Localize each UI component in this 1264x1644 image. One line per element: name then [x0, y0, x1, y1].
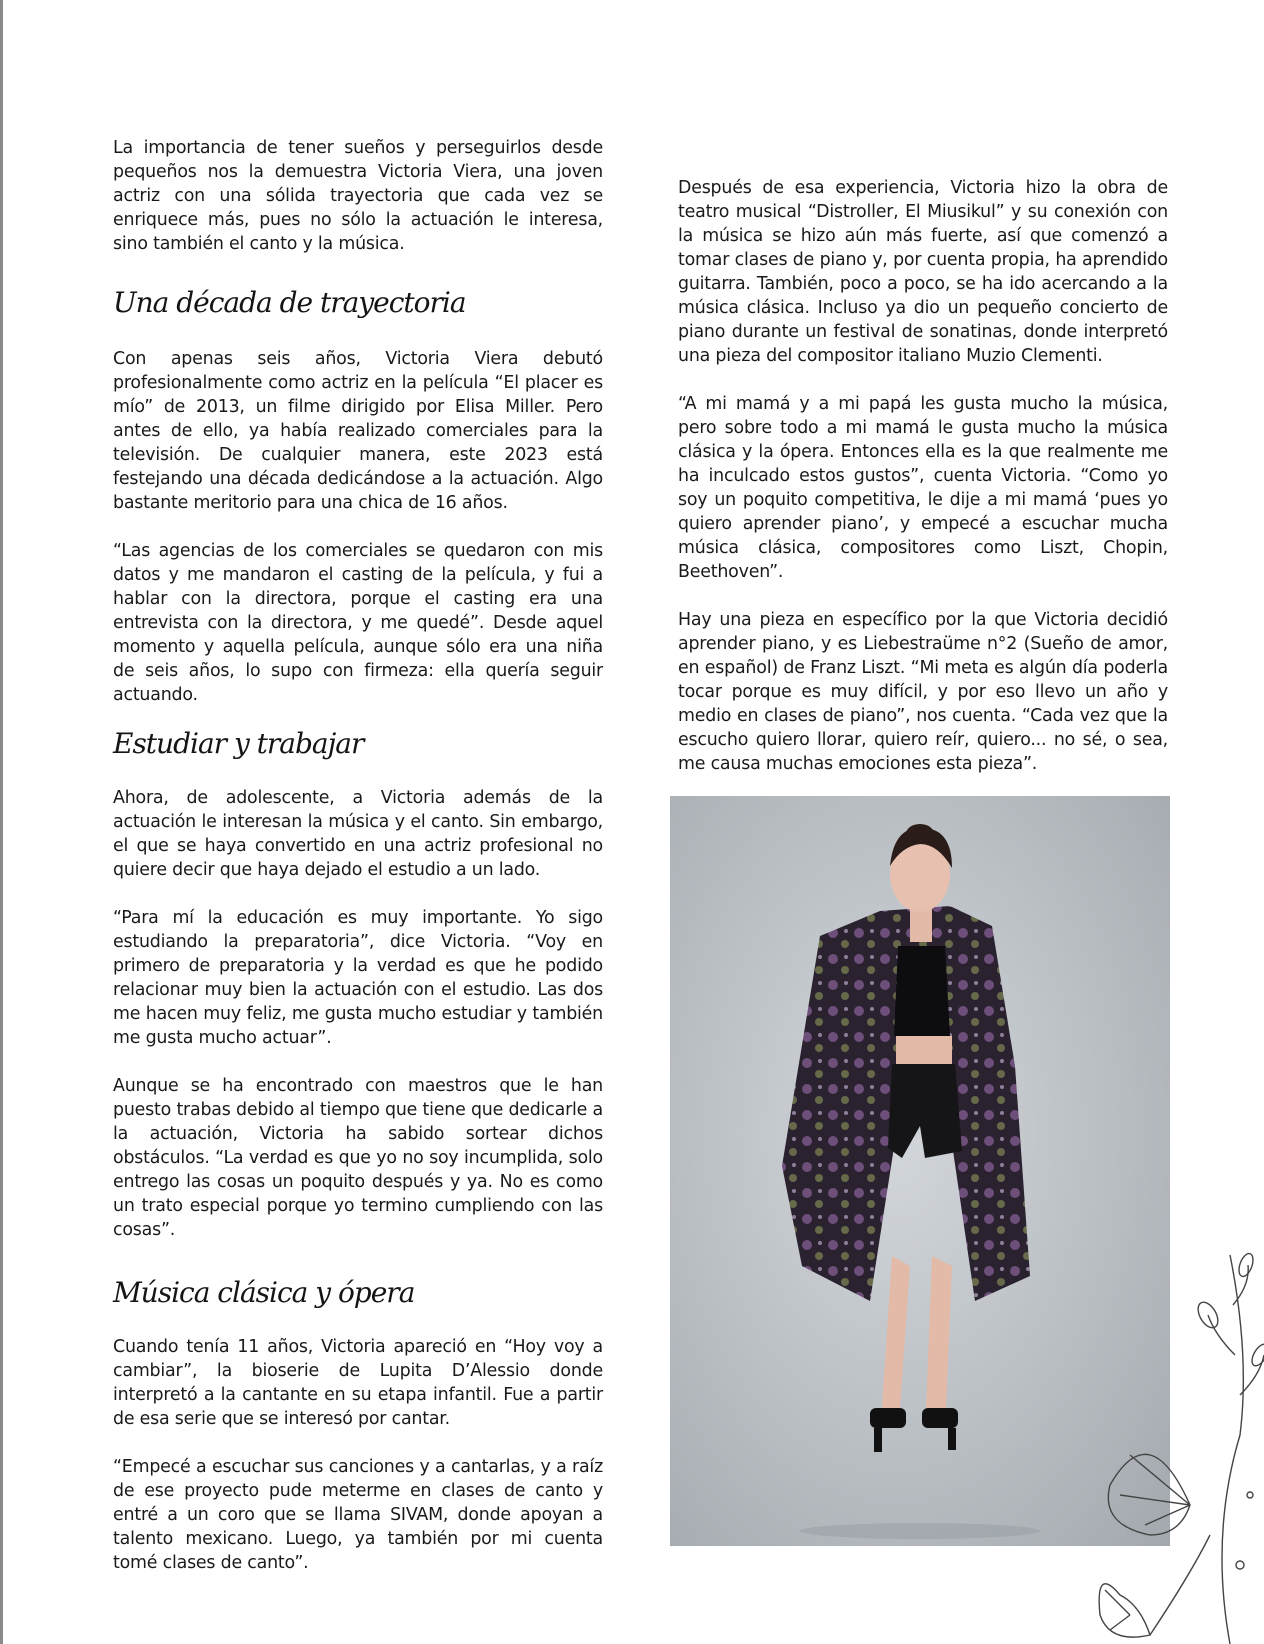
- paragraph: Después de esa experiencia, Victoria hizo la obra de teatro musical “Distroller, El Miusikul” y su conexión con la música se hizo aún más fuerte, así que comenzó a tomar clases de piano y, por cuenta propia, ha aprendido guitarra. También, poco a poco, se ha ido acercando a la música clásica. Incluso ya dio un pequeño concierto de piano durante un festival de sonatinas, donde interpretó una pieza del compositor italiano Muzio Clementi.: [678, 178, 1168, 366]
- paragraph: Ahora, de adolescente, a Victoria además de la actuación le interesan la música y el canto. Sin embargo, el que se haya convertido en una actriz profesional no quiere decir que haya dejado el estudio a un lado.: [113, 788, 603, 880]
- section-heading-musica: Música clásica y ópera: [113, 1276, 415, 1309]
- quote-paragraph: “Empecé a escuchar sus canciones y a cantarlas, y a raíz de ese proyecto pude meterme en clases de canto y entré a un coro que se llama SIVAM, donde apoyan a talento mexicano. Luego, ya también por mi cuenta tomé clases de canto”.: [113, 1457, 603, 1573]
- paragraph: Con apenas seis años, Victoria Viera debutó profesionalmente como actriz en la película “El placer es mío” de 2013, un filme dirigido por Elisa Miller. Pero antes de ello, ya había realizado comerciales para la televisión. De cualquier manera, este 2023 está festejando una década dedicándose a la actuación. Algo bastante meritorio para una chica de 16 años.: [113, 349, 603, 513]
- left-column: [113, 136, 603, 1575]
- paragraph: Hay una pieza en específico por la que Victoria decidió aprender piano, y es Liebestraüme n°2 (Sueño de amor, en español) de Franz Liszt. “Mi meta es algún día poderla tocar porque es muy difícil, y por eso llevo un año y medio en clases de piano”, nos cuenta. “Cada vez que la escucho quiero llorar, quiero reír, quiero... no sé, o sea, me causa muchas emociones esta pieza”.: [678, 610, 1168, 774]
- right-column: [678, 176, 1168, 776]
- paragraph: Cuando tenía 11 años, Victoria apareció en “Hoy voy a cambiar”, la bioserie de Lupita D’Alessio donde interpretó a la cantante en su etapa infantil. Fue a partir de esa serie que se interesó por cantar.: [113, 1337, 603, 1429]
- intro-paragraph: La importancia de tener sueños y perseguirlos desde pequeños nos la demuestra Victoria Viera, una joven actriz con una sólida trayectoria que cada vez se enriquece más, pues no sólo la actuación le interesa, sino también el canto y la música.: [113, 138, 603, 254]
- quote-paragraph: “Para mí la educación es muy importante. Yo sigo estudiando la preparatoria”, dice Victoria. “Voy en primero de preparatoria y la verdad es que he podido relacionar muy bien la actuación con el estudio. Las dos me hacen muy feliz, me gusta mucho estudiar y también me gusta mucho actuar”.: [113, 908, 603, 1048]
- page-edge-line: [0, 0, 3, 1644]
- quote-paragraph: “Las agencias de los comerciales se quedaron con mis datos y me mandaron el casting de la película, y fui a hablar con la directora, porque el casting era una entrevista con la directora, y me quedé”. Desde aquel momento y aquella película, aunque sólo era una niña de seis años, lo supo con firmeza: ella quería seguir actuando.: [113, 541, 603, 705]
- quote-paragraph: “A mi mamá y a mi papá les gusta mucho la música, pero sobre todo a mi mamá le gusta mucho la música clásica y la ópera. Entonces ella es la que realmente me ha inculcado estos gustos”, cuenta Victoria. “Como yo soy un poquito competitiva, le dije a mi mamá ‘pues yo quiero aprender piano’, y empecé a escuchar mucha música clásica, compositores como Liszt, Chopin, Beethoven”.: [678, 394, 1168, 582]
- section-heading-estudiar: Estudiar y trabajar: [113, 727, 364, 760]
- section-heading-trayectoria: Una década de trayectoria: [113, 286, 466, 319]
- paragraph: Aunque se ha encontrado con maestros que le han puesto trabas debido al tiempo que tiene que dedicarle a la actuación, Victoria ha sabido sortear dichos obstáculos. “La verdad es que yo no soy incumplida, solo entrego las cosas un poquito después y ya. No es como un trato especial porque yo termino cumpliendo con las cosas”.: [113, 1076, 603, 1240]
- floral-line-art: [1090, 1235, 1264, 1644]
